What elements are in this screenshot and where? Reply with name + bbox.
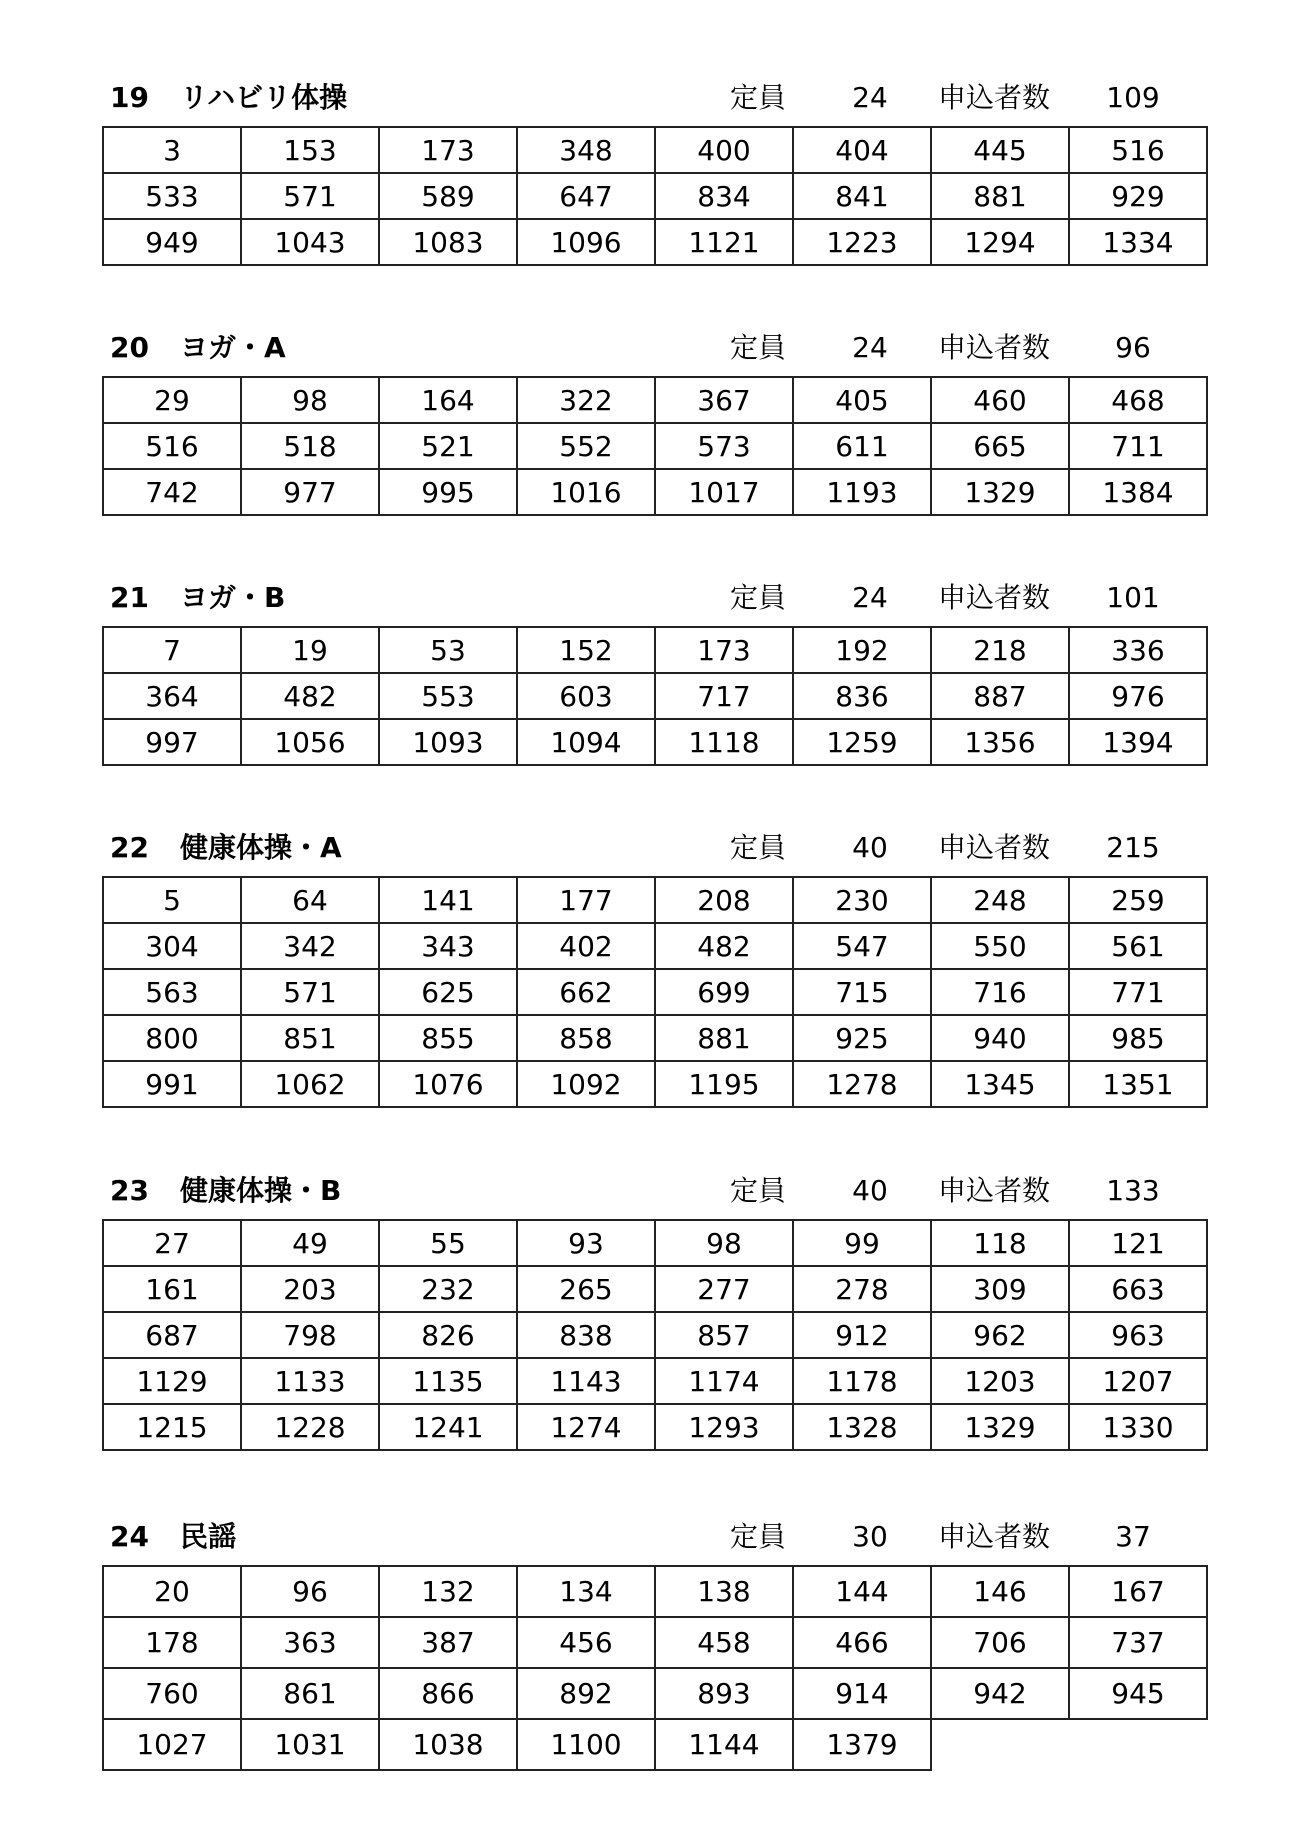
applicant-number-cell: 367 xyxy=(655,377,793,423)
applicant-number-cell: 800 xyxy=(103,1015,241,1061)
applicant-number-cell: 1329 xyxy=(931,1404,1069,1450)
section-header xyxy=(0,828,1300,868)
applicant-number-cell: 914 xyxy=(793,1668,931,1719)
applicant-number-cell: 277 xyxy=(655,1266,793,1312)
section-name: 健康体操・A xyxy=(180,831,342,864)
applicant-number-cell: 363 xyxy=(241,1617,379,1668)
applicant-number-cell: 141 xyxy=(379,877,517,923)
applicant-number-cell: 265 xyxy=(517,1266,655,1312)
applicant-number-cell: 232 xyxy=(379,1266,517,1312)
applicant-number-cell: 662 xyxy=(517,969,655,1015)
capacity-label: 定員 xyxy=(730,1174,787,1207)
applicant-number-cell: 364 xyxy=(103,673,241,719)
applicant-number-cell: 230 xyxy=(793,877,931,923)
applicant-number-cell: 153 xyxy=(241,127,379,173)
applicant-number-cell: 866 xyxy=(379,1668,517,1719)
applicant-number-cell: 929 xyxy=(1069,173,1207,219)
table-row xyxy=(103,173,1207,219)
applicant-number-cell: 173 xyxy=(379,127,517,173)
applicant-number-cell: 706 xyxy=(931,1617,1069,1668)
section-header xyxy=(0,328,1300,368)
applicant-number-cell: 400 xyxy=(655,127,793,173)
applicant-number-cell: 1193 xyxy=(793,469,931,515)
applicant-number-cell: 881 xyxy=(931,173,1069,219)
applicant-number-cell: 589 xyxy=(379,173,517,219)
applicant-number-cell: 164 xyxy=(379,377,517,423)
applicant-number-cell: 64 xyxy=(241,877,379,923)
number-table xyxy=(102,376,1208,516)
applicant-number-cell: 178 xyxy=(103,1617,241,1668)
applicant-number-cell: 940 xyxy=(931,1015,1069,1061)
capacity-value: 30 xyxy=(852,1520,888,1553)
applicant-number-cell: 1118 xyxy=(655,719,793,765)
applicant-number-cell: 49 xyxy=(241,1220,379,1266)
applicant-number-cell: 118 xyxy=(931,1220,1069,1266)
applicant-number-cell: 98 xyxy=(241,377,379,423)
section-number: 22 xyxy=(110,831,149,864)
applicant-number-cell: 134 xyxy=(517,1566,655,1617)
applicant-number-cell: 405 xyxy=(793,377,931,423)
applicant-number-cell: 717 xyxy=(655,673,793,719)
table-row xyxy=(103,469,1207,515)
applicant-number-cell: 716 xyxy=(931,969,1069,1015)
applicant-number-cell: 1016 xyxy=(517,469,655,515)
applicant-number-cell: 1345 xyxy=(931,1061,1069,1107)
capacity-value: 40 xyxy=(852,1174,888,1207)
capacity-value: 24 xyxy=(852,81,888,114)
table-row xyxy=(103,127,1207,173)
applicants-value: 37 xyxy=(1115,1520,1151,1553)
applicant-number-cell: 573 xyxy=(655,423,793,469)
applicant-number-cell: 336 xyxy=(1069,627,1207,673)
applicant-number-cell: 855 xyxy=(379,1015,517,1061)
table-row xyxy=(103,719,1207,765)
applicant-number-cell: 1207 xyxy=(1069,1358,1207,1404)
table-row xyxy=(103,1404,1207,1450)
applicant-number-cell: 1121 xyxy=(655,219,793,265)
section-name: リハビリ体操 xyxy=(180,81,348,114)
applicant-number-cell: 387 xyxy=(379,1617,517,1668)
applicant-number-cell: 550 xyxy=(931,923,1069,969)
number-table xyxy=(102,626,1208,766)
applicant-number-cell: 991 xyxy=(103,1061,241,1107)
applicant-number-cell: 603 xyxy=(517,673,655,719)
applicant-number-cell: 121 xyxy=(1069,1220,1207,1266)
applicant-number-cell: 1278 xyxy=(793,1061,931,1107)
applicant-number-cell: 1083 xyxy=(379,219,517,265)
applicant-number-cell: 404 xyxy=(793,127,931,173)
applicant-number-cell: 1203 xyxy=(931,1358,1069,1404)
applicant-number-cell: 132 xyxy=(379,1566,517,1617)
applicants-label: 申込者数 xyxy=(938,1520,1051,1553)
table-row xyxy=(103,1566,1207,1617)
applicant-number-cell: 7 xyxy=(103,627,241,673)
applicant-number-cell: 547 xyxy=(793,923,931,969)
applicant-number-cell: 1027 xyxy=(103,1719,241,1770)
applicant-number-cell: 1094 xyxy=(517,719,655,765)
applicant-number-cell: 29 xyxy=(103,377,241,423)
applicant-number-cell: 893 xyxy=(655,1668,793,1719)
applicant-number-cell: 1144 xyxy=(655,1719,793,1770)
applicant-number-cell: 1334 xyxy=(1069,219,1207,265)
applicant-number-cell: 942 xyxy=(931,1668,1069,1719)
section-header xyxy=(0,1171,1300,1211)
applicant-number-cell: 1215 xyxy=(103,1404,241,1450)
applicant-number-cell: 834 xyxy=(655,173,793,219)
section-header xyxy=(0,1517,1300,1557)
applicant-number-cell: 1394 xyxy=(1069,719,1207,765)
applicant-number-cell: 552 xyxy=(517,423,655,469)
applicant-number-cell: 456 xyxy=(517,1617,655,1668)
applicant-number-cell: 1328 xyxy=(793,1404,931,1450)
number-table xyxy=(102,1219,1208,1451)
applicant-number-cell: 20 xyxy=(103,1566,241,1617)
applicant-number-cell: 851 xyxy=(241,1015,379,1061)
capacity-label: 定員 xyxy=(730,1520,787,1553)
table-row xyxy=(103,1015,1207,1061)
applicant-number-cell: 976 xyxy=(1069,673,1207,719)
table-row xyxy=(103,219,1207,265)
applicant-number-cell: 881 xyxy=(655,1015,793,1061)
applicant-number-cell: 1384 xyxy=(1069,469,1207,515)
applicant-number-cell: 342 xyxy=(241,923,379,969)
applicant-number-cell: 861 xyxy=(241,1668,379,1719)
applicants-label: 申込者数 xyxy=(938,1174,1051,1207)
applicant-number-cell: 1133 xyxy=(241,1358,379,1404)
applicant-number-cell: 208 xyxy=(655,877,793,923)
applicant-number-cell: 161 xyxy=(103,1266,241,1312)
applicant-number-cell: 1056 xyxy=(241,719,379,765)
applicant-number-cell: 1379 xyxy=(793,1719,931,1770)
applicant-number-cell: 1129 xyxy=(103,1358,241,1404)
applicant-number-cell: 1062 xyxy=(241,1061,379,1107)
applicants-label: 申込者数 xyxy=(938,81,1051,114)
table-row xyxy=(103,1617,1207,1668)
table-row xyxy=(103,923,1207,969)
applicant-number-cell: 516 xyxy=(1069,127,1207,173)
applicants-value: 96 xyxy=(1115,331,1151,364)
applicant-number-cell: 737 xyxy=(1069,1617,1207,1668)
applicant-number-cell: 647 xyxy=(517,173,655,219)
applicant-number-cell: 1135 xyxy=(379,1358,517,1404)
section-header xyxy=(0,78,1300,118)
applicant-number-cell: 144 xyxy=(793,1566,931,1617)
applicant-number-cell: 1143 xyxy=(517,1358,655,1404)
table-row xyxy=(103,1312,1207,1358)
capacity-value: 40 xyxy=(852,831,888,864)
applicant-number-cell: 892 xyxy=(517,1668,655,1719)
applicant-number-cell: 841 xyxy=(793,173,931,219)
applicant-number-cell: 1351 xyxy=(1069,1061,1207,1107)
applicant-number-cell: 93 xyxy=(517,1220,655,1266)
applicant-number-cell: 995 xyxy=(379,469,517,515)
section-name: ヨガ・B xyxy=(180,581,286,614)
applicants-label: 申込者数 xyxy=(938,831,1051,864)
table-row xyxy=(103,423,1207,469)
applicant-number-cell: 858 xyxy=(517,1015,655,1061)
applicant-number-cell: 55 xyxy=(379,1220,517,1266)
applicant-number-cell: 218 xyxy=(931,627,1069,673)
capacity-label: 定員 xyxy=(730,581,787,614)
applicant-number-cell: 167 xyxy=(1069,1566,1207,1617)
applicant-number-cell: 466 xyxy=(793,1617,931,1668)
applicant-number-cell: 343 xyxy=(379,923,517,969)
applicant-number-cell: 771 xyxy=(1069,969,1207,1015)
applicant-number-cell: 402 xyxy=(517,923,655,969)
applicant-number-cell: 203 xyxy=(241,1266,379,1312)
applicant-number-cell: 1294 xyxy=(931,219,1069,265)
applicant-number-cell: 997 xyxy=(103,719,241,765)
number-table xyxy=(102,1565,1208,1771)
applicant-number-cell: 571 xyxy=(241,969,379,1015)
applicant-number-cell: 518 xyxy=(241,423,379,469)
applicant-number-cell: 53 xyxy=(379,627,517,673)
applicant-number-cell: 192 xyxy=(793,627,931,673)
applicant-number-cell: 1330 xyxy=(1069,1404,1207,1450)
table-row xyxy=(103,377,1207,423)
applicant-number-cell: 533 xyxy=(103,173,241,219)
section-number: 19 xyxy=(110,81,149,114)
section-name: 健康体操・B xyxy=(180,1174,342,1207)
applicants-value: 215 xyxy=(1106,831,1160,864)
applicant-number-cell: 711 xyxy=(1069,423,1207,469)
applicant-number-cell: 152 xyxy=(517,627,655,673)
applicant-number-cell: 146 xyxy=(931,1566,1069,1617)
applicant-number-cell: 3 xyxy=(103,127,241,173)
applicant-number-cell: 945 xyxy=(1069,1668,1207,1719)
applicant-number-cell: 561 xyxy=(1069,923,1207,969)
applicant-number-cell: 521 xyxy=(379,423,517,469)
applicant-number-cell: 482 xyxy=(655,923,793,969)
capacity-value: 24 xyxy=(852,331,888,364)
section-number: 24 xyxy=(110,1520,149,1553)
applicant-number-cell: 1031 xyxy=(241,1719,379,1770)
section-number: 20 xyxy=(110,331,149,364)
table-row xyxy=(103,1061,1207,1107)
applicant-number-cell: 977 xyxy=(241,469,379,515)
applicant-number-cell: 1092 xyxy=(517,1061,655,1107)
section-number: 23 xyxy=(110,1174,149,1207)
applicant-number-cell: 963 xyxy=(1069,1312,1207,1358)
applicant-number-cell: 309 xyxy=(931,1266,1069,1312)
table-row xyxy=(103,627,1207,673)
capacity-label: 定員 xyxy=(730,831,787,864)
applicant-number-cell: 259 xyxy=(1069,877,1207,923)
capacity-label: 定員 xyxy=(730,331,787,364)
capacity-label: 定員 xyxy=(730,81,787,114)
section-name: ヨガ・A xyxy=(180,331,286,364)
applicant-number-cell: 5 xyxy=(103,877,241,923)
table-row xyxy=(103,1220,1207,1266)
applicant-number-cell: 460 xyxy=(931,377,1069,423)
table-row xyxy=(103,1668,1207,1719)
applicant-number-cell: 1174 xyxy=(655,1358,793,1404)
applicant-number-cell: 348 xyxy=(517,127,655,173)
applicant-number-cell: 912 xyxy=(793,1312,931,1358)
applicants-value: 133 xyxy=(1106,1174,1160,1207)
applicant-number-cell: 887 xyxy=(931,673,1069,719)
table-row xyxy=(103,1266,1207,1312)
applicant-number-cell: 1178 xyxy=(793,1358,931,1404)
applicant-number-cell: 553 xyxy=(379,673,517,719)
applicant-number-cell: 1356 xyxy=(931,719,1069,765)
applicant-number-cell: 760 xyxy=(103,1668,241,1719)
applicant-number-cell: 1274 xyxy=(517,1404,655,1450)
applicant-number-cell: 1241 xyxy=(379,1404,517,1450)
section-number: 21 xyxy=(110,581,149,614)
applicant-number-cell: 949 xyxy=(103,219,241,265)
applicants-label: 申込者数 xyxy=(938,581,1051,614)
applicant-number-cell: 1293 xyxy=(655,1404,793,1450)
applicant-number-cell: 445 xyxy=(931,127,1069,173)
applicant-number-cell: 571 xyxy=(241,173,379,219)
applicant-number-cell: 715 xyxy=(793,969,931,1015)
applicant-number-cell: 826 xyxy=(379,1312,517,1358)
table-row xyxy=(103,1719,1207,1770)
section-header xyxy=(0,578,1300,618)
applicant-number-cell: 304 xyxy=(103,923,241,969)
applicant-number-cell: 1223 xyxy=(793,219,931,265)
applicant-number-cell: 458 xyxy=(655,1617,793,1668)
applicant-number-cell: 27 xyxy=(103,1220,241,1266)
applicant-number-cell: 925 xyxy=(793,1015,931,1061)
applicants-value: 101 xyxy=(1106,581,1160,614)
applicant-number-cell: 516 xyxy=(103,423,241,469)
applicant-number-cell: 687 xyxy=(103,1312,241,1358)
applicant-number-cell: 1096 xyxy=(517,219,655,265)
capacity-value: 24 xyxy=(852,581,888,614)
applicant-number-cell: 611 xyxy=(793,423,931,469)
table-row xyxy=(103,1358,1207,1404)
empty-cell xyxy=(1069,1719,1207,1770)
applicant-number-cell: 482 xyxy=(241,673,379,719)
applicant-number-cell: 1100 xyxy=(517,1719,655,1770)
applicant-number-cell: 1329 xyxy=(931,469,1069,515)
applicant-number-cell: 699 xyxy=(655,969,793,1015)
applicant-number-cell: 1017 xyxy=(655,469,793,515)
applicant-number-cell: 19 xyxy=(241,627,379,673)
applicant-number-cell: 663 xyxy=(1069,1266,1207,1312)
number-table xyxy=(102,876,1208,1108)
applicant-number-cell: 322 xyxy=(517,377,655,423)
applicant-number-cell: 838 xyxy=(517,1312,655,1358)
applicant-number-cell: 99 xyxy=(793,1220,931,1266)
applicant-number-cell: 985 xyxy=(1069,1015,1207,1061)
applicant-number-cell: 278 xyxy=(793,1266,931,1312)
applicant-number-cell: 138 xyxy=(655,1566,793,1617)
table-row xyxy=(103,969,1207,1015)
applicant-number-cell: 1195 xyxy=(655,1061,793,1107)
applicant-number-cell: 1076 xyxy=(379,1061,517,1107)
applicant-number-cell: 1038 xyxy=(379,1719,517,1770)
table-row xyxy=(103,877,1207,923)
applicant-number-cell: 177 xyxy=(517,877,655,923)
table-row xyxy=(103,673,1207,719)
applicants-label: 申込者数 xyxy=(938,331,1051,364)
number-table xyxy=(102,126,1208,266)
applicant-number-cell: 742 xyxy=(103,469,241,515)
applicant-number-cell: 173 xyxy=(655,627,793,673)
applicant-number-cell: 665 xyxy=(931,423,1069,469)
applicant-number-cell: 798 xyxy=(241,1312,379,1358)
applicant-number-cell: 836 xyxy=(793,673,931,719)
section-name: 民謡 xyxy=(180,1520,237,1553)
applicant-number-cell: 1259 xyxy=(793,719,931,765)
applicant-number-cell: 962 xyxy=(931,1312,1069,1358)
applicant-number-cell: 625 xyxy=(379,969,517,1015)
empty-cell xyxy=(931,1719,1069,1770)
applicant-number-cell: 1043 xyxy=(241,219,379,265)
applicant-number-cell: 857 xyxy=(655,1312,793,1358)
applicant-number-cell: 248 xyxy=(931,877,1069,923)
applicant-number-cell: 1093 xyxy=(379,719,517,765)
applicants-value: 109 xyxy=(1106,81,1160,114)
applicant-number-cell: 1228 xyxy=(241,1404,379,1450)
applicant-number-cell: 98 xyxy=(655,1220,793,1266)
applicant-number-cell: 96 xyxy=(241,1566,379,1617)
applicant-number-cell: 468 xyxy=(1069,377,1207,423)
applicant-number-cell: 563 xyxy=(103,969,241,1015)
